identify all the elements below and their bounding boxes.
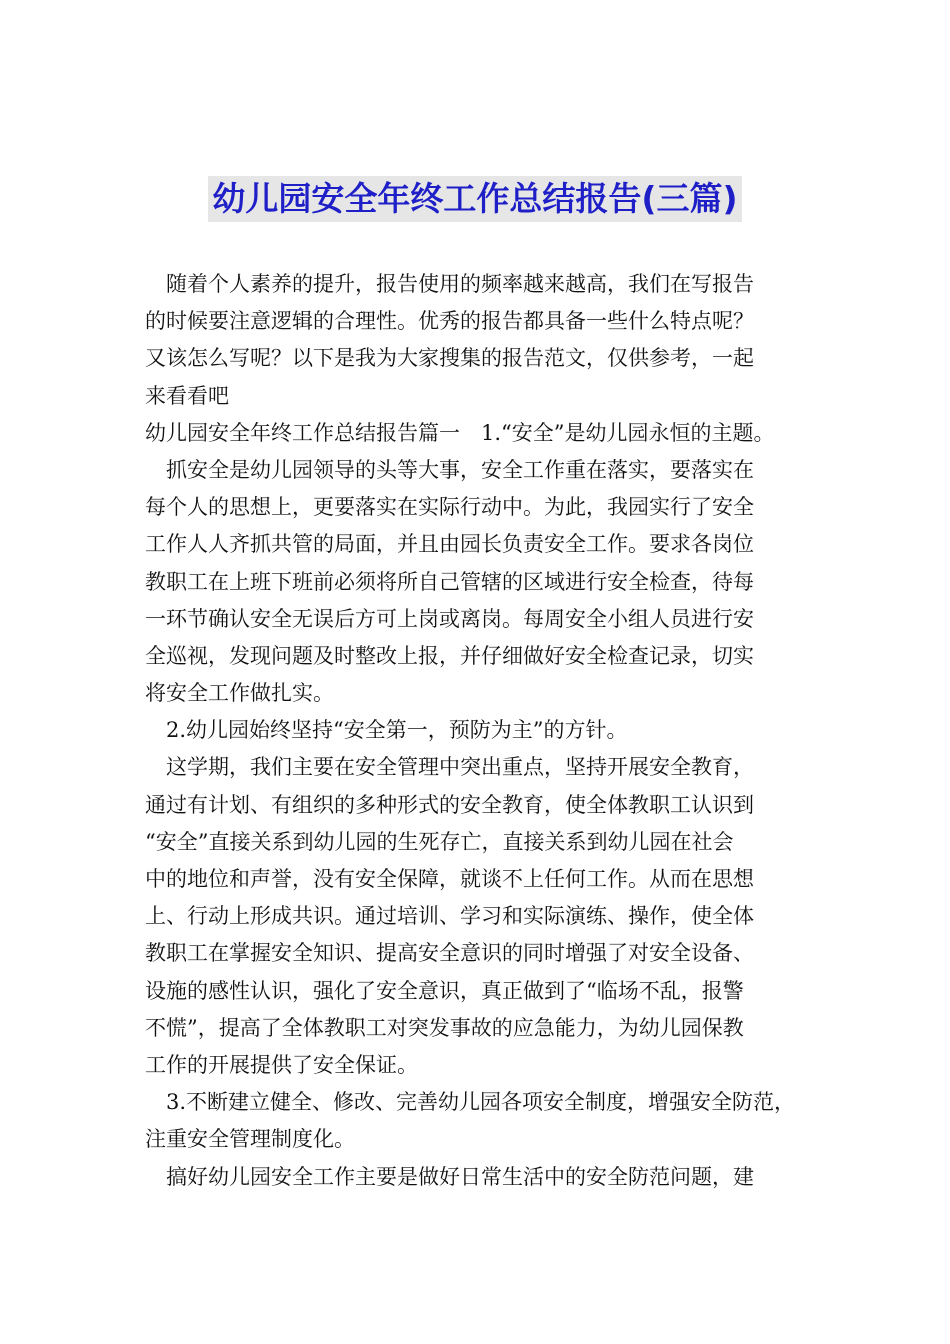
body-line: 每个人的思想上，更要落实在实际行动中。为此，我园实行了安全	[145, 495, 754, 520]
body-line: 不慌”，提高了全体教职工对突发事故的应急能力，为幼儿园保教	[145, 1015, 744, 1040]
body-line: 工作人人齐抓共管的局面，并且由园长负责安全工作。要求各岗位	[145, 532, 754, 557]
body-line: 随着个人素养的提升，报告使用的频率越来越高，我们在写报告	[145, 272, 754, 296]
body-line: 设施的感性认识，强化了安全意识，真正做到了“临场不乱，报警	[145, 978, 744, 1003]
body-line: 上、行动上形成共识。通过培训、学习和实际演练、操作，使全体	[145, 904, 754, 929]
document-title: 幼儿园安全年终工作总结报告(三篇)	[208, 176, 741, 222]
body-line: 注重安全管理制度化。	[145, 1127, 355, 1152]
document-body	[145, 266, 825, 1196]
body-line: 将安全工作做扎实。	[145, 681, 334, 706]
numbered-point-line: 2.幼儿园始终坚持“安全第一，预防为主”的方针。	[145, 718, 628, 743]
body-line: 教职工在掌握安全知识、提高安全意识的同时增强了对安全设备、	[145, 941, 754, 966]
numbered-point-line: 3.不断建立健全、修改、完善幼儿园各项安全制度，增强安全防范，	[145, 1090, 796, 1115]
body-line: “安全”直接关系到幼儿园的生死存亡，直接关系到幼儿园在社会	[145, 829, 734, 854]
body-line: 全巡视，发现问题及时整改上报，并仔细做好安全检查记录，切实	[145, 643, 754, 668]
body-line: 搞好幼儿园安全工作主要是做好日常生活中的安全防范问题，建	[145, 1164, 754, 1189]
body-line: 来看看吧	[145, 383, 229, 408]
body-line: 一环节确认安全无误后方可上岗或离岗。每周安全小组人员进行安	[145, 606, 754, 631]
title-container	[0, 176, 950, 222]
body-line: 通过有计划、有组织的多种形式的安全教育，使全体教职工认识到	[145, 792, 754, 817]
body-line: 抓安全是幼儿园领导的头等大事，安全工作重在落实，要落实在	[145, 457, 754, 482]
body-line: 又该怎么写呢？以下是我为大家搜集的报告范文，仅供参考，一起	[145, 346, 754, 371]
section-heading-line: 幼儿园安全年终工作总结报告篇一 1.“安全”是幼儿园永恒的主题。	[145, 420, 775, 445]
body-line: 教职工在上班下班前必须将所自己管辖的区域进行安全检查，待每	[145, 569, 754, 594]
body-line: 中的地位和声誉，没有安全保障，就谈不上任何工作。从而在思想	[145, 867, 754, 891]
body-line: 工作的开展提供了安全保证。	[145, 1052, 418, 1077]
body-line: 的时候要注意逻辑的合理性。优秀的报告都具备一些什么特点呢？	[145, 309, 754, 334]
body-line: 这学期，我们主要在安全管理中突出重点，坚持开展安全教育，	[145, 755, 754, 780]
